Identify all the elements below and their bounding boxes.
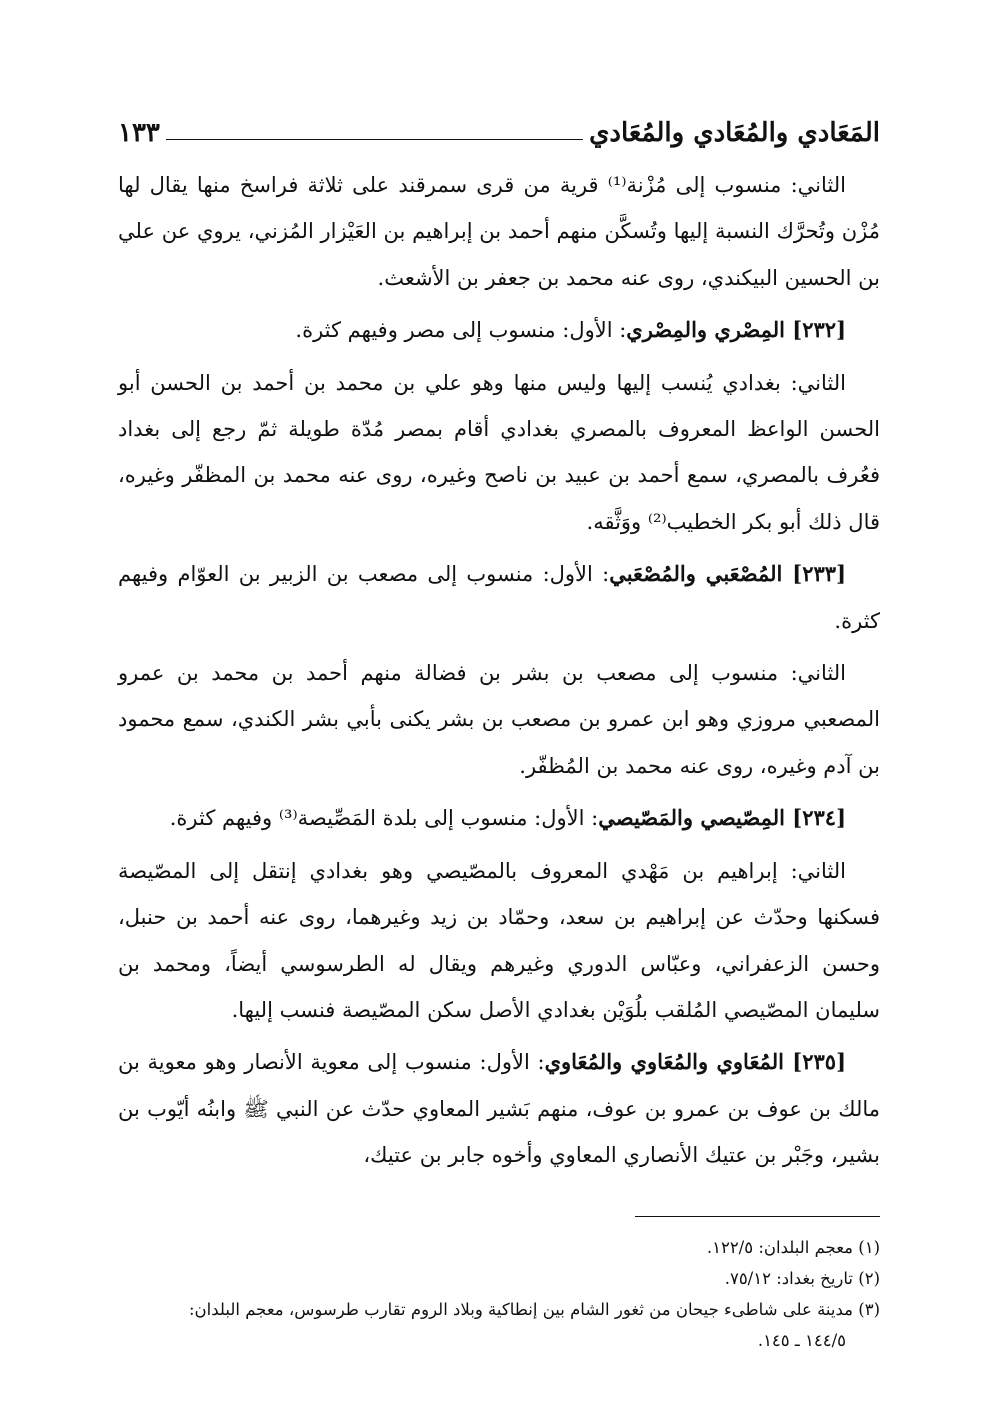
footnote: (١) معجم البلدان: ١٢٢/٥.	[706, 1238, 880, 1257]
entry-paragraph: [٢٣٤] المِصّيصي والمَصّيصي: الأول: منسوب إلى بلدة المَصِّيصة⁽³⁾ وفيهم كثرة.	[169, 805, 846, 831]
footnote-continuation: ١٤٤/٥ ـ ١٤٥.	[757, 1331, 846, 1350]
header-title: المَعَادي والمُعَادي والمُعَادي	[589, 118, 880, 148]
body-text	[118, 162, 880, 1185]
paragraph: الثاني: بغدادي يُنسب إليها وليس منها وهو علي بن محمد بن أحمد بن الحسن أبو الحسن الواعظ المعروف بالمصري بغدادي أقام بمصر مُدّة طويلة ثمّ رجع إلى بغداد فعُرف بالمصري، سمع أحمد بن عبيد بن ناصح وغيره، روى عنه محمد بن المظفّر وغيره، قال ذلك أبو بكر الخطيب⁽²⁾ ووَثَّقه.	[118, 370, 880, 534]
paragraph: الثاني: إبراهيم بن مَهْدي المعروف بالمصّيصي وهو بغدادي إنتقل إلى المصّيصة فسكنها وحدّث عن إبراهيم بن سعد، وحمّاد بن زيد وغيرهما، روى عنه أحمد بن حنبل، وحسن الزعفراني، وعبّاس الدوري وغيرهم ويقال له الطرسوسي أيضاً، ومحمد بن سليمان المصّيصي المُلقب بلُوَيْن بغدادي الأصل سكن المصّيصة فنسب إليها.	[118, 858, 880, 1022]
header-rule	[166, 139, 583, 140]
footnotes	[118, 1232, 880, 1356]
footnote-separator	[635, 1216, 880, 1217]
entry-paragraph: [٢٣٥] المُعَاوي والمُعَاوي والمُعَاوي: الأول: منسوب إلى معوية الأنصار وهو معوية بن مالك بن عوف بن عمرو بن عوف، منهم بَشير المعاوي حدّث عن النبي ﷺ وابنُه أيّوب بن بشير، وجَبْر بن عتيك الأنصاري المعاوي وأخوه جابر بن عتيك،	[118, 1049, 880, 1168]
entry-paragraph: [٢٣٣] المُصْعَبي والمُصْعَبي: الأول: منسوب إلى مصعب بن الزبير بن العوّام وفيهم كثرة.	[118, 561, 880, 633]
entry-paragraph: [٢٣٢] المِصْري والمِصْري: الأول: منسوب إلى مصر وفيهم كثرة.	[295, 317, 846, 343]
entry-heading: [٢٣٣] المُصْعَبي والمُصْعَبي	[609, 561, 846, 587]
entry-heading: [٢٣٤] المِصّيصي والمَصّيصي	[598, 805, 846, 831]
paragraph: الثاني: منسوب إلى مصعب بن بشر بن فضالة منهم أحمد بن محمد بن عمرو المصعبي مروزي وهو ابن عمرو بن مصعب بن بشر يكنى بأبي بشر الكندي، سمع محمود بن آدم وغيره، روى عنه محمد بن المُظفّر.	[118, 661, 880, 778]
footnote: (٣) مدينة على شاطىء جيحان من ثغور الشام بين إنطاكية وبلاد الروم تقارب طرسوس، معجم البلدان:	[188, 1300, 880, 1319]
running-header	[118, 106, 880, 146]
entry-heading: [٢٣٥] المُعَاوي والمُعَاوي والمُعَاوي	[544, 1049, 846, 1075]
entry-heading: [٢٣٢] المِصْري والمِصْري	[626, 317, 846, 343]
page-number: ١٣٣	[118, 118, 160, 148]
paragraph: الثاني: منسوب إلى مُزْنة⁽¹⁾ قرية من قرى سمرقند على ثلاثة فراسخ منها يقال لها مُزْن وتُحرَّك النسبة إليها وتُسكَّن منهم أحمد بن إبراهيم بن العَيْزار المُزني، يروي عن علي بن الحسين البيكندي، روى عنه محمد بن جعفر بن الأشعث.	[118, 173, 880, 290]
footnote: (٢) تاريخ بغداد: ٧٥/١٢.	[724, 1269, 880, 1288]
